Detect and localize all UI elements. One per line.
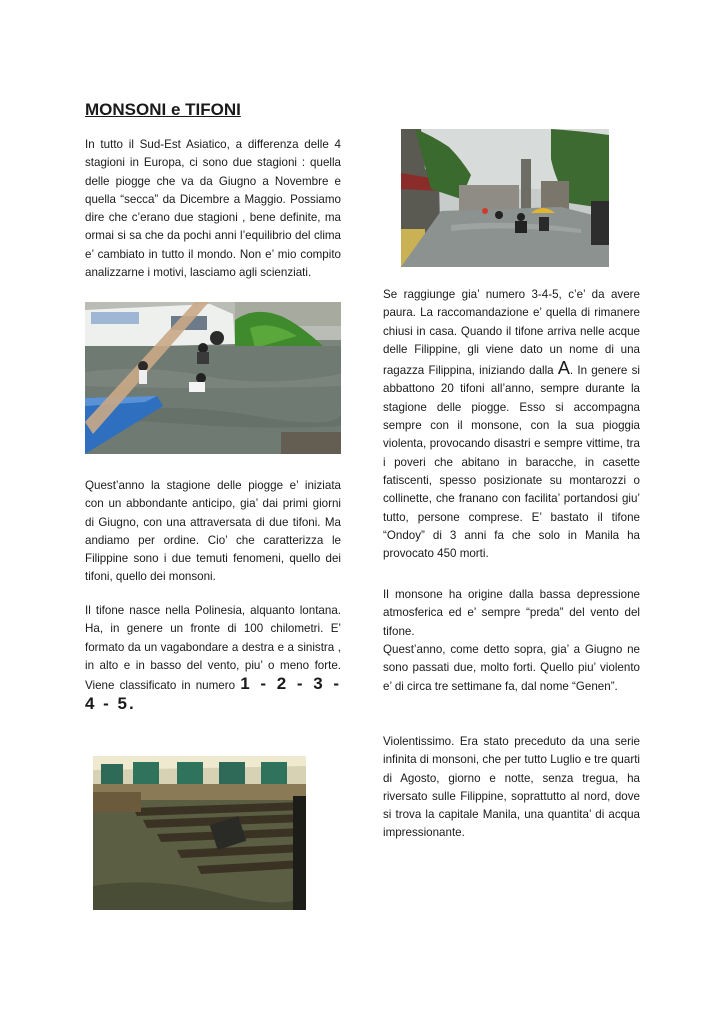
flooded-street-photo <box>401 129 609 267</box>
this-year-paragraph: Quest’anno, come detto sopra, gia’ a Giugno ne sono passati due, molto forti. Quello piu’ violento e’ di circa tre settimane fa, dal nome “Genen”. <box>383 643 640 693</box>
typhoon-origin-paragraph <box>85 602 341 716</box>
typhoon-naming-text: Se raggiunge gia’ numero 3-4-5, c’e’ da avere paura. La raccomandazione e’ quella di rimanere chiusi in casa. Quando il tifone arriva nelle acque delle Filippine, gli viene dato un nome di una ragazza Filippina, iniziando dalla <box>383 288 640 378</box>
rainy-season-paragraph: Quest’anno la stagione delle piogge e’ iniziata con un abbondante anticipo, gia’ dai primi giorni di Giugno, con una attraversata di due tifoni. Ma andiamo per ordine. Cio’ che caratterizza le Filippine sono i due temuti fenomeni, quello dei tifoni, quello dei monsoni. <box>85 479 341 584</box>
typhoon-naming-paragraph <box>383 286 640 563</box>
flood-children-photo <box>85 302 341 454</box>
violent-monsoon-paragraph: Violentissimo. Era stato preceduto da una serie infinita di monsoni, che per tutto Luglio e tre quarti di Agosto, giorno e notte, senza tregua, ha riversato sulle Filippine, soprattutto al nord, dove si trova la capitale Manila, una quantita’ di acqua impressionante. <box>383 735 640 840</box>
typhoon-scale-numbers: 1 - 2 - 3 - 4 - 5. <box>85 674 341 714</box>
page-title: MONSONI e TIFONI <box>85 100 241 119</box>
typhoon-origin-text: Il tifone nasce nella Polinesia, alquanto lontana. Ha, in genere un fronte di 100 chilometri. E’ formato da un vagabondare a destra e a sinistra , in alto e in basso del vento, piu’ o meno forte. Viene classificato in numero <box>85 604 341 693</box>
typhoon-letter-a: A <box>557 358 570 379</box>
flooded-church-photo <box>93 756 306 910</box>
typhoon-naming-text-continued: . In genere si abbattono 20 tifoni all’anno, sempre durante la stagione delle piogge. Esso si accompagna sempre con il monsone, con la sua pioggia violenta, provocando disastri e sempre vittime, tra i poveri che abitano in baracche, in casette fatiscenti, spesso posizionate su montarozzi o collinette, che franano con facilita’ portandosi giu’ tutto, persone comprese. E’ bastato il tifone “Ondoy” di 3 anni fa che solo in Manila ha provocato 450 morti. <box>383 364 640 561</box>
monsoon-origin-paragraph: Il monsone ha origine dalla bassa depressione atmosferica ed e’ sempre “preda” del vento del tifone. <box>383 588 640 638</box>
intro-paragraph: In tutto il Sud-Est Asiatico, a differenza delle 4 stagioni in Europa, ci sono due stagioni : quella delle piogge che va da Giugno a Novembre e quella “secca” da Dicembre a Maggio. Possiamo dire che c’erano due stagioni , bene definite, ma ormai si sa che da pochi anni l’equilibrio del clima e’ cambiato in tutto il mondo. Non e’ mio compito analizzarne i motivi, lasciamo agli scienziati. <box>85 138 341 280</box>
